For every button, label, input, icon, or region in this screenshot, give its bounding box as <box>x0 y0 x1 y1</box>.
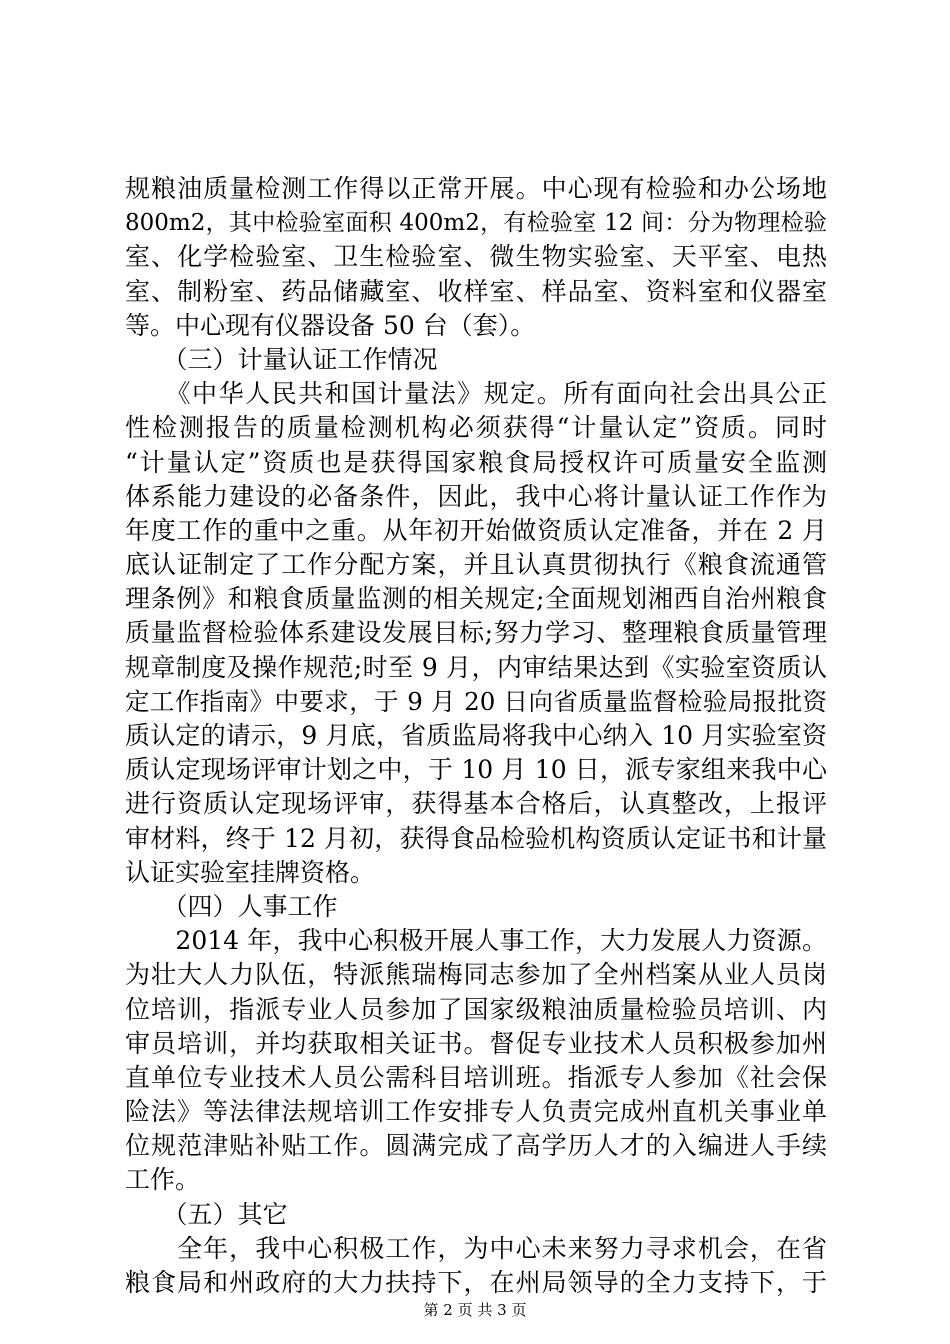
text-line: 定工作指南》中要求，于 9 月 20 日向省质量监督检验局报批资 <box>125 686 827 716</box>
text-line: 《中华人民共和国计量法》规定。所有面向社会出具公正 <box>125 379 827 409</box>
text-line: 理条例》和粮食质量监测的相关规定;全面规划湘西自治州粮食 <box>125 584 827 614</box>
section-heading: （五）其它 <box>125 1199 288 1229</box>
text-line: 规章制度及操作规范;时至 9 月，内审结果达到《实验室资质认 <box>125 652 827 682</box>
text-line: 质量监督检验体系建设发展目标;努力学习、整理粮食质量管理 <box>125 618 827 648</box>
page-footer: 第 2 页 共 3 页 <box>423 1301 527 1319</box>
section-heading: （三）计量认证工作情况 <box>125 344 438 374</box>
text-line: 进行资质认定现场评审，获得基本合格后，认真整改，上报评 <box>125 789 827 819</box>
section-heading: （四）人事工作 <box>125 891 338 921</box>
text-line: 全年，我中心积极工作，为中心未来努力寻求机会，在省 <box>125 1233 827 1263</box>
text-line: 质认定现场评审计划之中，于 10 月 10 日，派专家组来我中心 <box>125 755 827 785</box>
text-line: 800m2，其中检验室面积 400m2，有检验室 12 间：分为物理检验 <box>125 210 827 237</box>
text-line: 体系能力建设的必备条件，因此，我中心将计量认证工作作为 <box>125 481 827 511</box>
text-line: 性检测报告的质量检测机构必须获得“计量认定”资质。同时 <box>125 413 827 443</box>
text-line: 规粮油质量检测工作得以正常开展。中心现有检验和办公场地 <box>125 174 827 203</box>
text-line: 粮食局和州政府的大力扶持下，在州局领导的全力支持下，于 <box>125 1268 827 1297</box>
text-line: 险法》等法律法规培训工作安排专人负责完成州直机关事业单 <box>125 1097 827 1127</box>
text-line: 直单位专业技术人员公需科目培训班。指派专人参加《社会保 <box>125 1062 827 1092</box>
text-line: 年度工作的重中之重。从年初开始做资质认定准备，并在 2 月 <box>125 515 827 545</box>
text-line: 工作。 <box>125 1165 201 1195</box>
text-line: 2014 年，我中心积极开展人事工作，大力发展人力资源。 <box>125 926 827 956</box>
text-line: “计量认定”资质也是获得国家粮食局授权许可质量安全监测 <box>125 447 827 477</box>
text-line: 位培训，指派专业人员参加了国家级粮油质量检验员培训、内 <box>125 994 827 1024</box>
text-line: 室、制粉室、药品储藏室、收样室、样品室、资料室和仪器室 <box>125 276 827 306</box>
text-line: 质认定的请示，9 月底，省质监局将我中心纳入 10 月实验室资 <box>125 721 827 750</box>
text-line: 认证实验室挂牌资格。 <box>125 857 376 887</box>
text-line: 室、化学检验室、卫生检验室、微生物实验室、天平室、电热 <box>125 242 827 272</box>
text-line: 审材料，终于 12 月初，获得食品检验机构资质认定证书和计量 <box>125 823 827 853</box>
text-line: 底认证制定了工作分配方案，并且认真贯彻执行《粮食流通管 <box>125 550 827 580</box>
text-line: 为壮大人力队伍，特派熊瑞梅同志参加了全州档案从业人员岗 <box>125 960 827 990</box>
document-body <box>125 172 827 1300</box>
text-line: 等。中心现有仪器设备 50 台（套）。 <box>125 310 536 340</box>
text-line: 位规范津贴补贴工作。圆满完成了高学历人才的入编进人手续 <box>125 1131 827 1161</box>
text-line: 审员培训，并均获取相关证书。督促专业技术人员积极参加州 <box>125 1028 827 1058</box>
